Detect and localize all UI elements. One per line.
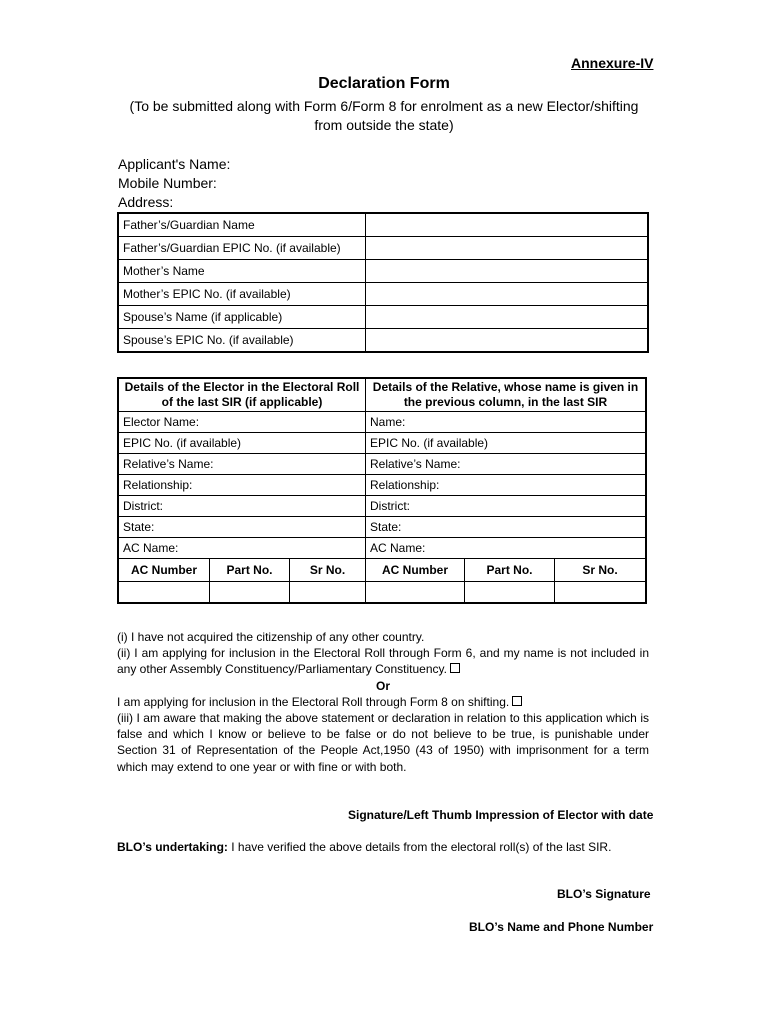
table-row — [118, 496, 646, 517]
relative-district-cell[interactable]: District: — [366, 496, 647, 517]
declaration-item-1: (i) I have not acquired the citizenship of any other country. — [117, 630, 425, 644]
relative-part-no-header: Part No. — [465, 559, 555, 582]
relative-details-header: Details of the Relative, whose name is given in the previous column, in the last SIR — [366, 378, 647, 412]
relative-relative-name-cell[interactable]: Relative’s Name: — [366, 454, 647, 475]
elector-part-no-header: Part No. — [210, 559, 290, 582]
table-row — [118, 454, 646, 475]
mobile-number-label: Mobile Number: — [118, 175, 217, 191]
elector-ac-number-header: AC Number — [118, 559, 210, 582]
table-header-row — [118, 559, 646, 582]
elector-state-cell[interactable]: State: — [118, 517, 366, 538]
table-row — [118, 412, 646, 433]
form-title: Declaration Form — [318, 75, 450, 92]
elector-name-cell[interactable]: Elector Name: — [118, 412, 366, 433]
table-row — [118, 329, 648, 353]
fathers-epic-label: Father’s/Guardian EPIC No. (if available) — [118, 237, 366, 260]
elector-details-table — [117, 377, 647, 604]
applicant-section — [118, 155, 230, 212]
fathers-name-label: Father’s/Guardian Name — [118, 213, 366, 237]
elector-relationship-cell[interactable]: Relationship: — [118, 475, 366, 496]
or-separator: Or — [375, 678, 390, 693]
declaration-item-3: (iii) I am aware that making the above statement or declaration in relation to this application which is false and which I know or believe to be false or do not believe to be true, is punishable under Section 31 of Representation of the People Act,1950 (43 of 1950) with imprisonment for a term which may extend to one year or with fine or with both. — [117, 711, 649, 774]
parents-table — [117, 212, 649, 353]
spouse-epic-field[interactable] — [366, 329, 649, 353]
elector-relative-name-cell[interactable]: Relative’s Name: — [118, 454, 366, 475]
spouse-name-field[interactable] — [366, 306, 649, 329]
mothers-epic-label: Mother’s EPIC No. (if available) — [118, 283, 366, 306]
relative-epic-cell[interactable]: EPIC No. (if available) — [366, 433, 647, 454]
relative-state-cell[interactable]: State: — [366, 517, 647, 538]
annexure-label: Annexure-IV — [571, 55, 654, 71]
table-row — [118, 237, 648, 260]
blo-undertaking — [117, 840, 611, 854]
declaration-item-2b-text: I am applying for inclusion in the Electoral Roll through Form 8 on shifting. — [117, 694, 510, 709]
declaration-section — [117, 629, 649, 775]
mothers-epic-field[interactable] — [366, 283, 649, 306]
table-row — [118, 475, 646, 496]
table-row — [118, 517, 646, 538]
blo-undertaking-text: I have verified the above details from the electoral roll(s) of the last SIR. — [227, 840, 612, 854]
address-label: Address: — [118, 194, 174, 210]
relative-sr-no-field[interactable] — [555, 582, 647, 604]
relative-ac-number-field[interactable] — [366, 582, 465, 604]
table-row — [118, 538, 646, 559]
relative-part-no-field[interactable] — [465, 582, 555, 604]
relative-relationship-cell[interactable]: Relationship: — [366, 475, 647, 496]
table-row — [118, 433, 646, 454]
blo-undertaking-label: BLO’s undertaking: — [117, 840, 228, 854]
fathers-name-field[interactable] — [366, 213, 649, 237]
elector-epic-cell[interactable]: EPIC No. (if available) — [118, 433, 366, 454]
elector-ac-name-cell[interactable]: AC Name: — [118, 538, 366, 559]
blo-signature-label: BLO’s Signature — [557, 887, 651, 901]
form8-checkbox[interactable] — [512, 696, 522, 706]
mothers-name-field[interactable] — [366, 260, 649, 283]
elector-signature-label: Signature/Left Thumb Impression of Elector with date — [348, 808, 654, 822]
elector-ac-number-field[interactable] — [118, 582, 210, 604]
declaration-item-2-text: (ii) I am applying for inclusion in the Electoral Roll through Form 6, and my name is not included in any other Assembly Constituency/Parliamentary Constituency. — [117, 646, 649, 677]
table-row — [118, 306, 648, 329]
relative-name-cell[interactable]: Name: — [366, 412, 647, 433]
table-row — [118, 582, 646, 604]
elector-details-header: Details of the Elector in the Electoral Roll of the last SIR (if applicable) — [118, 378, 366, 412]
elector-sr-no-header: Sr No. — [290, 559, 366, 582]
declaration-item-2 — [117, 645, 649, 677]
form6-checkbox[interactable] — [450, 663, 460, 673]
form-subtitle: (To be submitted along with Form 6/Form 8 for enrolment as a new Elector/shifting from outside the state) — [129, 98, 639, 133]
table-row — [118, 213, 648, 237]
relative-sr-no-header: Sr No. — [555, 559, 647, 582]
spouse-epic-label: Spouse’s EPIC No. (if available) — [118, 329, 366, 353]
fathers-epic-field[interactable] — [366, 237, 649, 260]
table-row — [118, 260, 648, 283]
spouse-name-label: Spouse’s Name (if applicable) — [118, 306, 366, 329]
elector-part-no-field[interactable] — [210, 582, 290, 604]
applicant-name-label: Applicant's Name: — [118, 156, 231, 172]
relative-ac-name-cell[interactable]: AC Name: — [366, 538, 647, 559]
elector-district-cell[interactable]: District: — [118, 496, 366, 517]
blo-name-phone-label: BLO’s Name and Phone Number — [469, 920, 654, 934]
table-header-row — [118, 378, 646, 412]
table-row — [118, 283, 648, 306]
elector-sr-no-field[interactable] — [290, 582, 366, 604]
declaration-item-2b — [117, 694, 649, 710]
relative-ac-number-header: AC Number — [366, 559, 465, 582]
mothers-name-label: Mother’s Name — [118, 260, 366, 283]
